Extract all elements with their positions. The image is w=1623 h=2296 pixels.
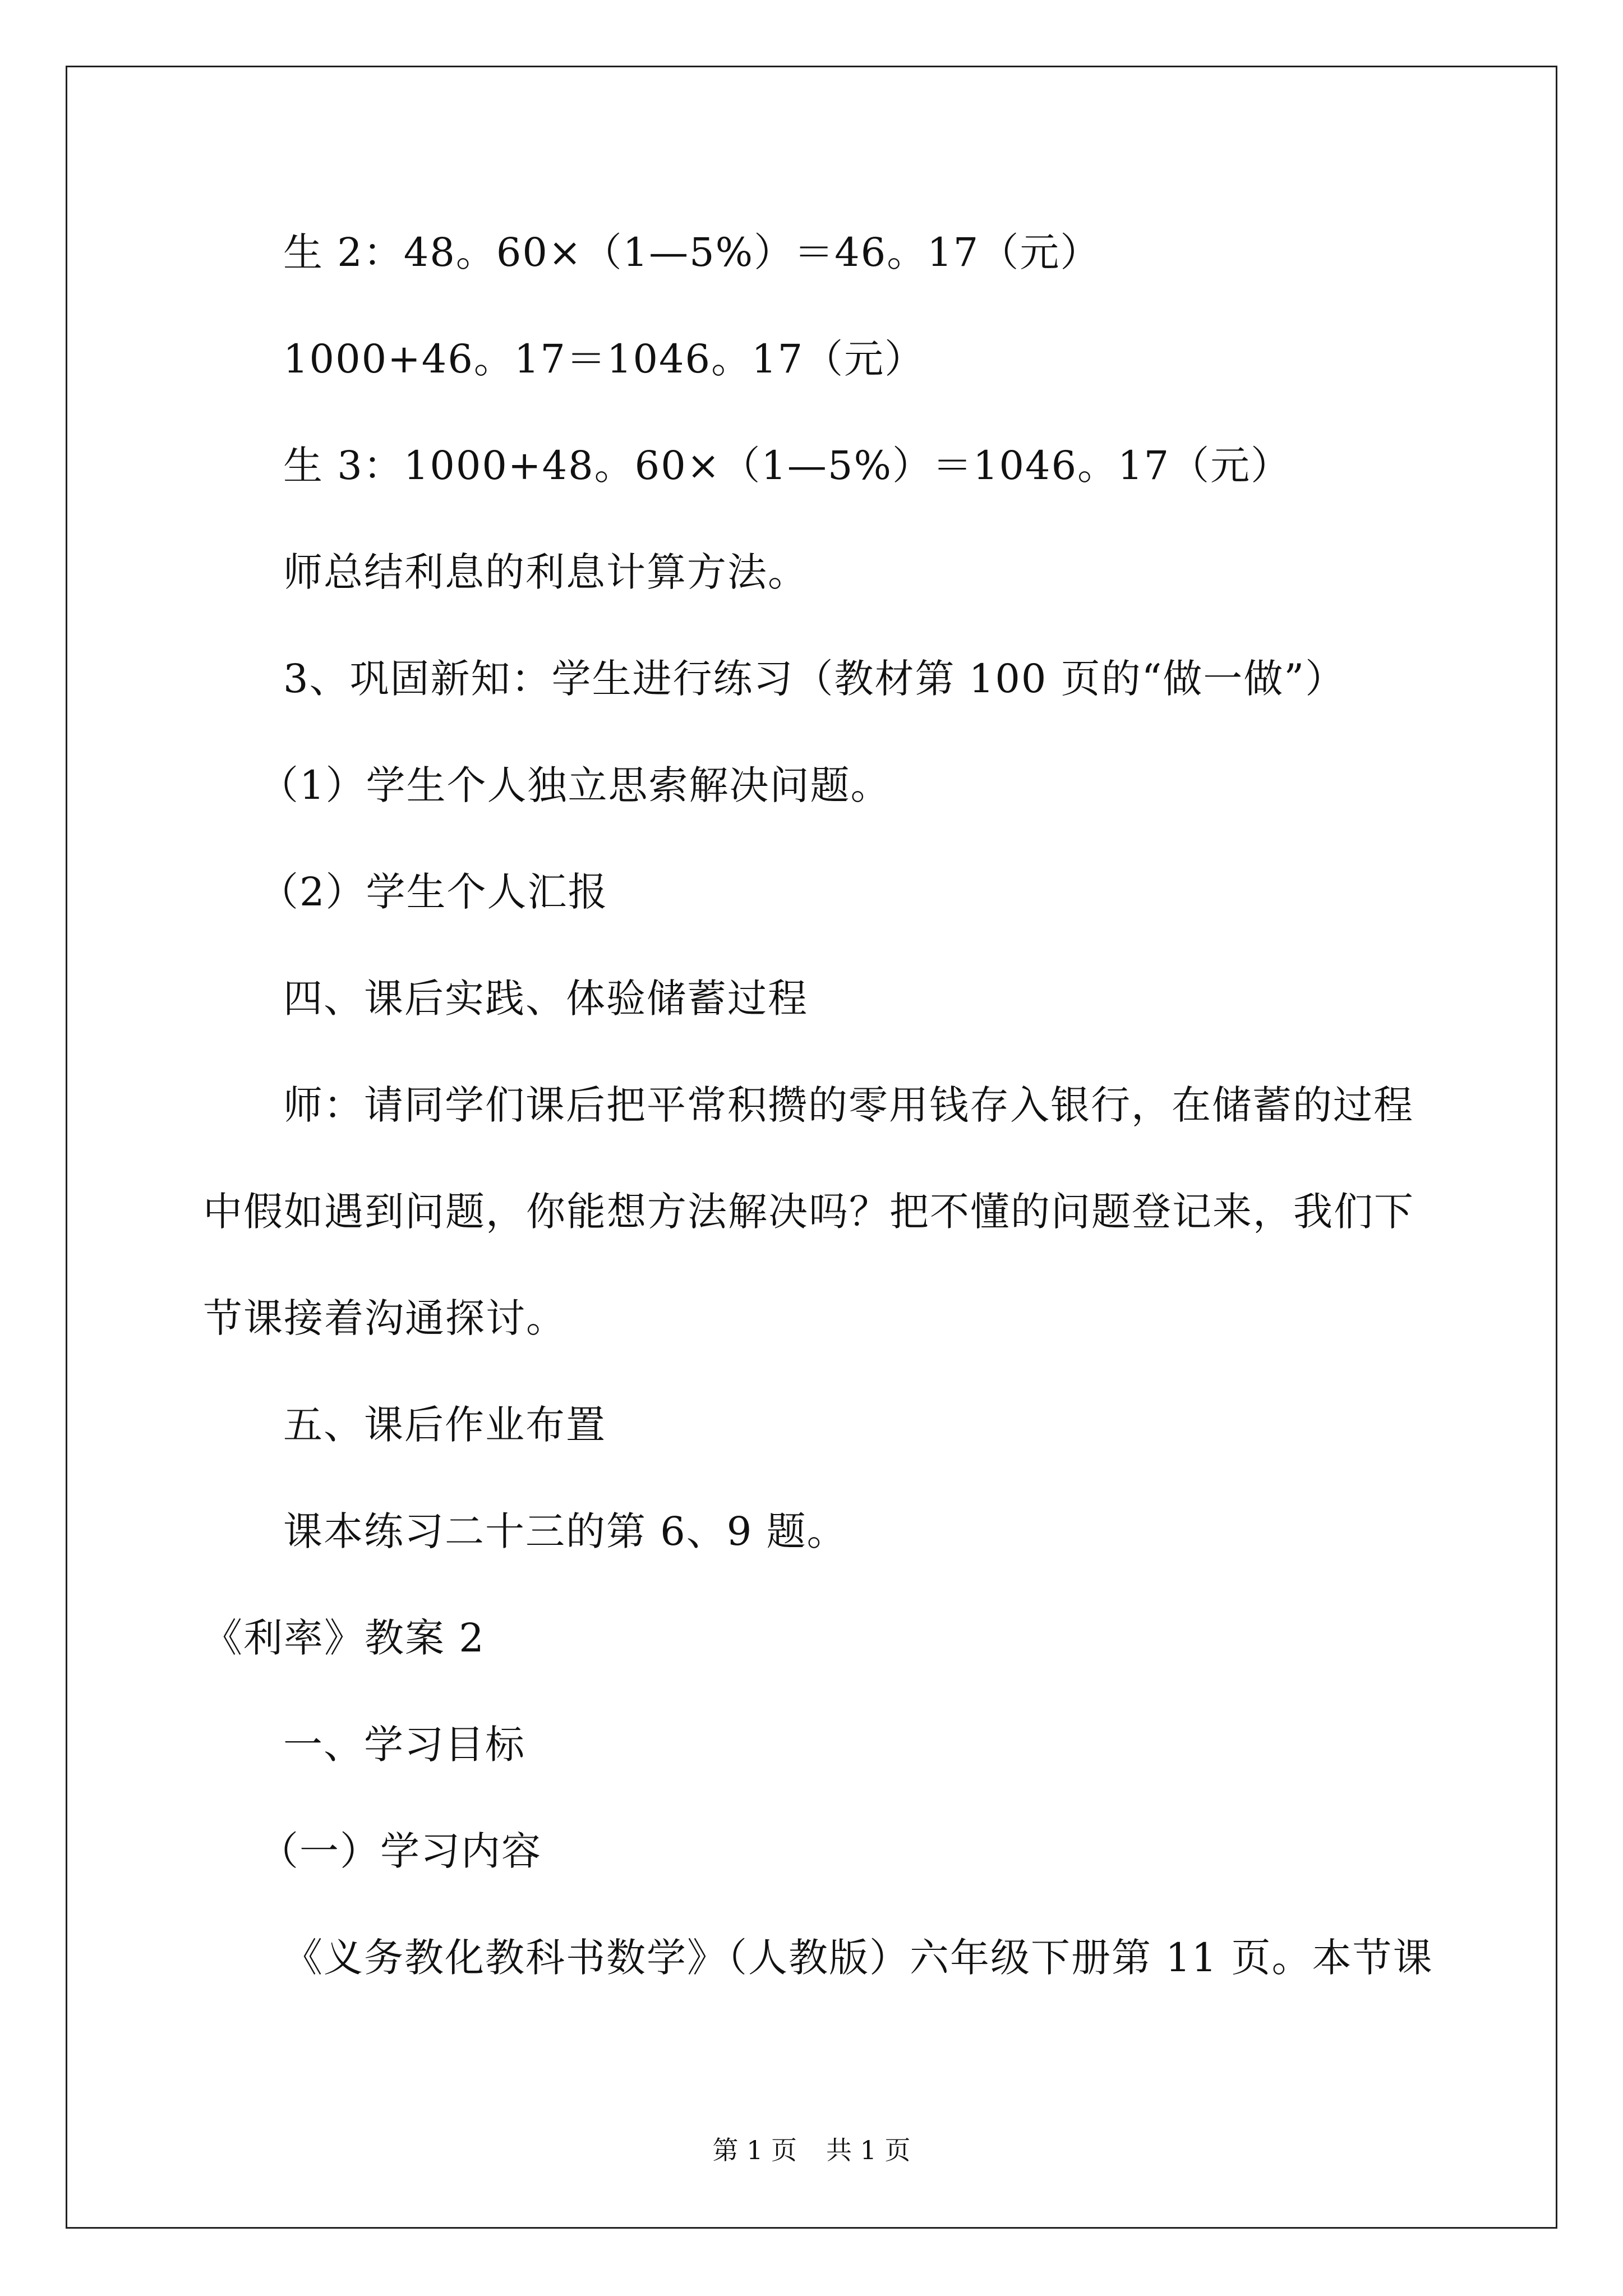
text-line: 生 2：48。60×（1—5%）＝46。17（元） xyxy=(283,229,1101,275)
subsection-heading: （一）学习内容 xyxy=(259,1828,542,1874)
text-line: 1000+46。17＝1046。17（元） xyxy=(283,336,925,382)
page-number: 第 1 页 xyxy=(712,2135,797,2165)
page-footer xyxy=(0,2134,1623,2166)
page-total: 共 1 页 xyxy=(826,2135,911,2165)
section-heading: 四、课后实践、体验储蓄过程 xyxy=(283,976,808,1022)
text-line: 师总结利息的利息计算方法。 xyxy=(283,549,808,595)
text-line: 3、巩固新知：学生进行练习（教材第 100 页的“做一做”） xyxy=(283,656,1346,702)
text-line: 中假如遇到问题，你能想方法解决吗？把不懂的问题登记来，我们下 xyxy=(203,1189,1414,1235)
text-line: 师：请同学们课后把平常积攒的零用钱存入银行，在储蓄的过程 xyxy=(283,1082,1414,1128)
section-heading: 一、学习目标 xyxy=(283,1722,525,1768)
text-line: 课本练习二十三的第 6、9 题。 xyxy=(283,1508,847,1554)
page-border xyxy=(66,66,1557,2229)
text-line: 节课接着沟通探讨。 xyxy=(203,1295,566,1341)
section-heading: 五、课后作业布置 xyxy=(283,1402,606,1448)
text-line: 生 3：1000+48。60×（1—5%）＝1046。17（元） xyxy=(283,443,1292,489)
text-line: 《义务教化教科书数学》（人教版）六年级下册第 11 页。本节课 xyxy=(283,1935,1433,1981)
text-line: （1）学生个人独立思索解决问题。 xyxy=(259,762,891,808)
text-line: （2）学生个人汇报 xyxy=(259,869,608,915)
document-title: 《利率》教案 2 xyxy=(203,1615,485,1661)
